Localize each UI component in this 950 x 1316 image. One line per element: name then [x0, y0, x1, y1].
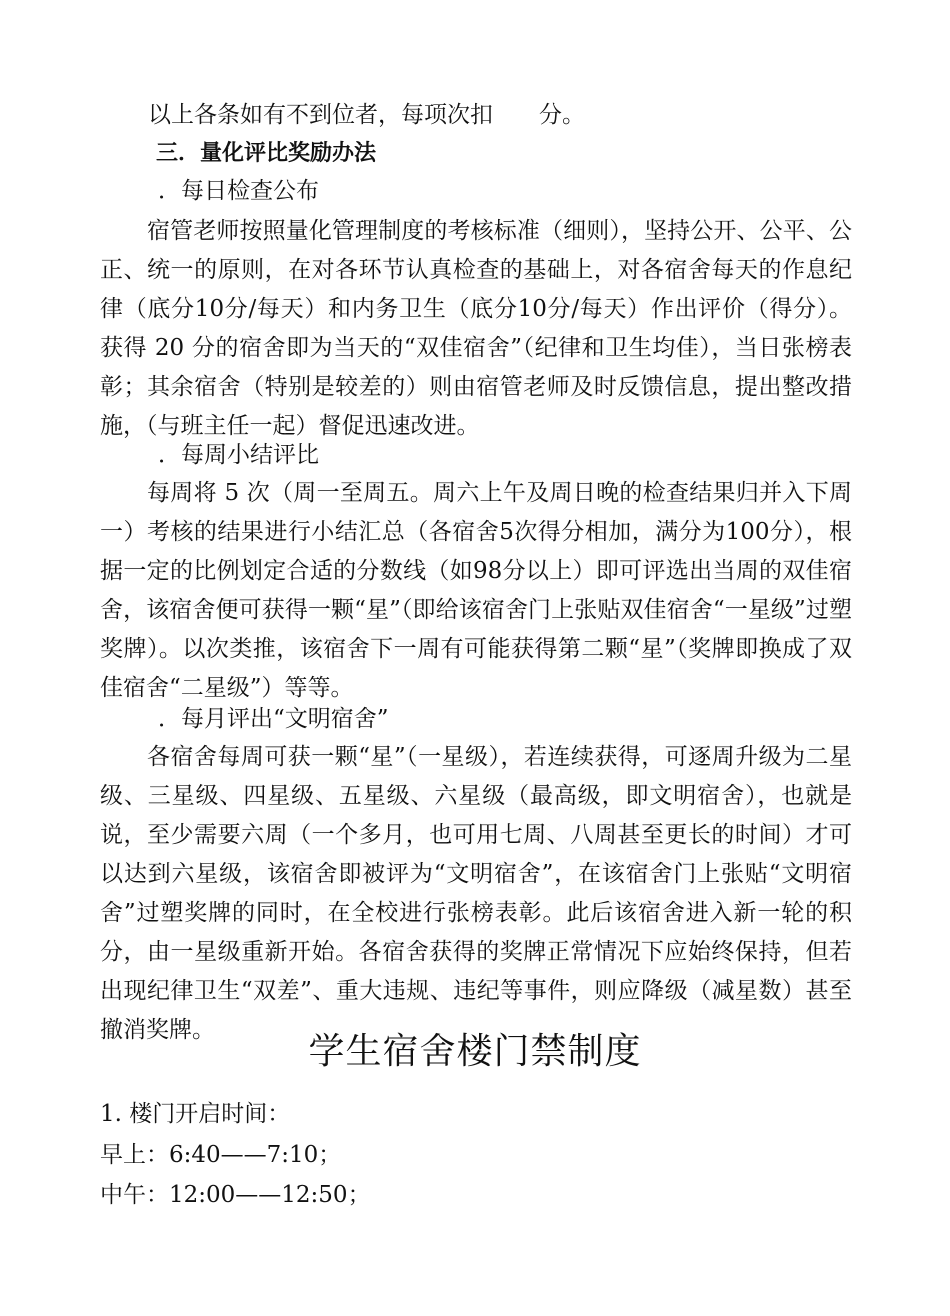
paragraph-monthly: 各宿舍每周可获一颗“星”（一星级），若连续获得，可逐周升级为二星级、三星级、四星级、五星级、六星级（最高级，即文明宿舍），也就是说，至少需要六周（一个多月，也可用七周、八周甚至更长的时间）才可以达到六星级，该宿舍即被评为“文明宿舍”，在该宿舍门上张贴“文明宿舍”过塑奖牌的同时，在全校进行张榜表彰。此后该宿舍进入新一轮的积分，由一星级重新开始。各宿舍获得的奖牌正常情况下应始终保持，但若出现纪律卫生“双差”、重大违规、违纪等事件，则应降级（减星数）甚至撤消奖牌。	[100, 744, 852, 1043]
deduction-text: 以上各条如有不到位者，每项次扣	[148, 102, 493, 128]
paragraph-weekly: 每周将 5 次（周一至周五。周六上午及周日晚的检查结果归并入下周一）考核的结果进行小结汇总（各宿舍5次得分相加，满分为100分），根据一定的比例划定合适的分数线（如98分以上）即可评选出当周的双佳宿舍，该宿舍便可获得一颗“星”（即给该宿舍门上张贴双佳宿舍“一星级”过塑奖牌）。以次类推，该宿舍下一周有可能获得第二颗“星”（奖牌即换成了双佳宿舍“二星级”）等等。	[100, 480, 852, 701]
subsection-title-monthly: ．每月评出“文明宿舍”	[158, 706, 389, 732]
subsection-title-weekly: ．每周小结评比	[158, 442, 319, 468]
paragraph-daily: 宿管老师按照量化管理制度的考核标准（细则），坚持公开、公平、公正、统一的原则，在对各环节认真检查的基础上，对各宿舍每天的作息纪律（底分10分/每天）和内务卫生（底分10分/每天）作出评价（得分）。获得 20 分的宿舍即为当天的“双佳宿舍”（纪律和卫生均佳），当日张榜表彰；其余宿舍（特别是较差的）则由宿管老师及时反馈信息，提出整改措施，（与班主任一起）督促迅速改进。	[100, 218, 852, 439]
subsection-title-daily: ．每日检查公布	[158, 178, 319, 204]
deduction-unit: 分。	[539, 102, 585, 128]
section-heading: 三．量化评比奖励办法	[156, 141, 377, 166]
door-item-1: 1. 楼门开启时间：	[100, 1101, 291, 1127]
door-policy-title: 学生宿舍楼门禁制度	[308, 1031, 642, 1072]
door-noon-time: 中午：12:00——12:50；	[100, 1182, 371, 1208]
deduction-line	[148, 98, 585, 132]
door-morning-time: 早上：6:40——7:10；	[100, 1142, 342, 1168]
